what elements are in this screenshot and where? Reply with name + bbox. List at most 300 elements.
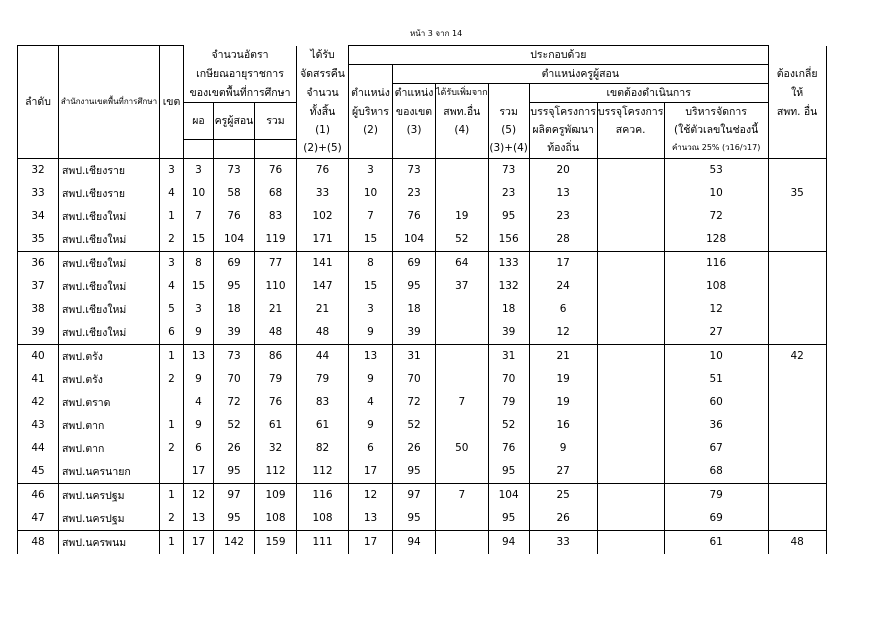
- cell-no: 33: [18, 182, 59, 205]
- cell-pos-zone: 72: [393, 391, 436, 414]
- cell-share: [768, 391, 826, 414]
- header-admin-pos-line2: ผู้บริหาร: [349, 103, 393, 122]
- cell-pos-admin: 8: [349, 251, 393, 275]
- cell-sum: 70: [488, 368, 529, 391]
- cell-share: 48: [768, 530, 826, 554]
- cell-extra: [436, 368, 489, 391]
- cell-kkk: [597, 460, 664, 484]
- header-allocated-line6: (2)+(5): [297, 139, 349, 158]
- cell-office: สพป.ตาก: [59, 414, 160, 437]
- header-office: สำนักงานเขตพื้นที่การศึกษา: [59, 46, 160, 159]
- cell-kkk: [597, 298, 664, 321]
- cell-kkk: [597, 391, 664, 414]
- cell-extra: [436, 460, 489, 484]
- cell-pos-zone: 23: [393, 182, 436, 205]
- header-total-blank: [255, 139, 297, 158]
- cell-sum: 156: [488, 228, 529, 252]
- header-local-line3: ท้องถิ่น: [529, 139, 597, 158]
- header-share-blank2: [768, 139, 826, 158]
- cell-zone: 4: [160, 275, 184, 298]
- header-quota-line3: ของเขตพื้นที่การศึกษา: [184, 84, 297, 103]
- cell-kkk: [597, 414, 664, 437]
- cell-no: 46: [18, 483, 59, 507]
- cell-alloc: 112: [297, 460, 349, 484]
- cell-admin: 3: [184, 158, 214, 182]
- cell-local: 24: [529, 275, 597, 298]
- cell-extra: [436, 298, 489, 321]
- table-row: [18, 530, 827, 554]
- cell-admin: 6: [184, 437, 214, 460]
- cell-sum: 95: [488, 507, 529, 531]
- cell-local: 19: [529, 391, 597, 414]
- cell-admin: 9: [184, 414, 214, 437]
- cell-zone: 5: [160, 298, 184, 321]
- cell-alloc: 147: [297, 275, 349, 298]
- cell-manage: 10: [664, 344, 768, 368]
- cell-share: [768, 483, 826, 507]
- cell-teacher: 52: [214, 414, 255, 437]
- cell-zone: 1: [160, 414, 184, 437]
- header-zone-pos-line3: (3): [393, 121, 436, 139]
- cell-sum: 104: [488, 483, 529, 507]
- header-quota-line2: เกษียณอายุราชการ: [184, 65, 297, 84]
- cell-alloc: 44: [297, 344, 349, 368]
- cell-admin: 12: [184, 483, 214, 507]
- cell-office: สพป.เชียงใหม่: [59, 321, 160, 345]
- cell-no: 44: [18, 437, 59, 460]
- cell-total: 108: [255, 507, 297, 531]
- cell-manage: 61: [664, 530, 768, 554]
- cell-share: [768, 414, 826, 437]
- cell-office: สพป.เชียงราย: [59, 182, 160, 205]
- cell-pos-zone: 52: [393, 414, 436, 437]
- cell-alloc: 48: [297, 321, 349, 345]
- cell-alloc: 79: [297, 368, 349, 391]
- cell-zone: [160, 391, 184, 414]
- table-row: [18, 368, 827, 391]
- cell-sum: 52: [488, 414, 529, 437]
- cell-sum: 132: [488, 275, 529, 298]
- cell-pos-admin: 12: [349, 483, 393, 507]
- table-row: [18, 298, 827, 321]
- cell-pos-admin: 10: [349, 182, 393, 205]
- cell-pos-admin: 9: [349, 414, 393, 437]
- cell-admin: 10: [184, 182, 214, 205]
- header-zone-pos-line1: ตำแหน่ง: [393, 84, 436, 103]
- cell-local: 20: [529, 158, 597, 182]
- cell-zone: 1: [160, 205, 184, 228]
- cell-pos-zone: 26: [393, 437, 436, 460]
- cell-local: 16: [529, 414, 597, 437]
- cell-alloc: 21: [297, 298, 349, 321]
- cell-extra: 50: [436, 437, 489, 460]
- cell-total: 76: [255, 158, 297, 182]
- cell-manage: 116: [664, 251, 768, 275]
- cell-manage: 67: [664, 437, 768, 460]
- cell-teacher: 58: [214, 182, 255, 205]
- cell-zone: 3: [160, 158, 184, 182]
- cell-admin: 9: [184, 368, 214, 391]
- cell-teacher: 70: [214, 368, 255, 391]
- header-zone-must: เขตต้องดำเนินการ: [529, 84, 768, 103]
- cell-share: [768, 298, 826, 321]
- cell-total: 79: [255, 368, 297, 391]
- cell-admin: 3: [184, 298, 214, 321]
- header-allocated-line5: (1): [297, 121, 349, 139]
- header-manage-line3: คำนวณ 25% (ว16/ว17): [664, 139, 768, 158]
- cell-extra: 52: [436, 228, 489, 252]
- header-zone: เขต: [160, 46, 184, 159]
- cell-pos-zone: 95: [393, 507, 436, 531]
- table-row: [18, 205, 827, 228]
- header-allocated-line4: ทั้งสิ้น: [297, 103, 349, 122]
- header-admin: ผอ: [184, 103, 214, 140]
- header-quota-line1: จำนวนอัตรา: [184, 46, 297, 65]
- cell-sum: 23: [488, 182, 529, 205]
- header-allocated-line3: จำนวน: [297, 84, 349, 103]
- cell-teacher: 76: [214, 205, 255, 228]
- cell-share: [768, 158, 826, 182]
- cell-extra: [436, 182, 489, 205]
- cell-no: 35: [18, 228, 59, 252]
- cell-total: 21: [255, 298, 297, 321]
- cell-admin: 17: [184, 530, 214, 554]
- cell-pos-zone: 31: [393, 344, 436, 368]
- cell-total: 119: [255, 228, 297, 252]
- cell-local: 17: [529, 251, 597, 275]
- cell-pos-zone: 76: [393, 205, 436, 228]
- cell-share: [768, 460, 826, 484]
- cell-manage: 12: [664, 298, 768, 321]
- cell-alloc: 171: [297, 228, 349, 252]
- header-sum-line1: รวม: [488, 103, 529, 122]
- cell-no: 47: [18, 507, 59, 531]
- cell-kkk: [597, 228, 664, 252]
- cell-kkk: [597, 368, 664, 391]
- cell-pos-admin: 9: [349, 368, 393, 391]
- header-total: รวม: [255, 103, 297, 140]
- table-row: [18, 275, 827, 298]
- cell-manage: 79: [664, 483, 768, 507]
- cell-office: สพป.เชียงใหม่: [59, 205, 160, 228]
- cell-alloc: 116: [297, 483, 349, 507]
- cell-teacher: 95: [214, 275, 255, 298]
- table-row: [18, 391, 827, 414]
- cell-pos-admin: 3: [349, 158, 393, 182]
- header-teacher-blank: [214, 139, 255, 158]
- cell-no: 48: [18, 530, 59, 554]
- cell-teacher: 104: [214, 228, 255, 252]
- cell-pos-zone: 73: [393, 158, 436, 182]
- header-admin-pos-top: [349, 65, 393, 84]
- cell-extra: [436, 507, 489, 531]
- cell-pos-zone: 104: [393, 228, 436, 252]
- cell-pos-admin: 15: [349, 228, 393, 252]
- cell-total: 76: [255, 391, 297, 414]
- cell-pos-zone: 97: [393, 483, 436, 507]
- cell-extra: [436, 321, 489, 345]
- cell-alloc: 76: [297, 158, 349, 182]
- cell-kkk: [597, 530, 664, 554]
- allocation-table: [17, 45, 827, 554]
- cell-office: สพป.นครนายก: [59, 460, 160, 484]
- cell-admin: 9: [184, 321, 214, 345]
- cell-sum: 95: [488, 460, 529, 484]
- cell-office: สพป.เชียงใหม่: [59, 251, 160, 275]
- header-share-line2: ให้: [768, 84, 826, 103]
- cell-no: 37: [18, 275, 59, 298]
- cell-local: 6: [529, 298, 597, 321]
- cell-total: 77: [255, 251, 297, 275]
- cell-alloc: 33: [297, 182, 349, 205]
- header-sum-top: [488, 84, 529, 103]
- cell-pos-zone: 39: [393, 321, 436, 345]
- cell-local: 33: [529, 530, 597, 554]
- cell-office: สพป.ตรัง: [59, 344, 160, 368]
- header-composed-of: ประกอบด้วย: [349, 46, 769, 65]
- cell-total: 68: [255, 182, 297, 205]
- cell-alloc: 111: [297, 530, 349, 554]
- header-sum-line3: (3)+(4): [488, 139, 529, 158]
- cell-kkk: [597, 437, 664, 460]
- cell-teacher: 39: [214, 321, 255, 345]
- cell-pos-zone: 95: [393, 460, 436, 484]
- cell-no: 39: [18, 321, 59, 345]
- cell-sum: 76: [488, 437, 529, 460]
- cell-pos-admin: 7: [349, 205, 393, 228]
- header-sum-line2: (5): [488, 121, 529, 139]
- header-local-line1: บรรจุโครงการ: [529, 103, 597, 122]
- cell-pos-admin: 4: [349, 391, 393, 414]
- cell-teacher: 73: [214, 158, 255, 182]
- cell-share: [768, 228, 826, 252]
- cell-total: 112: [255, 460, 297, 484]
- cell-total: 61: [255, 414, 297, 437]
- cell-sum: 95: [488, 205, 529, 228]
- cell-pos-admin: 13: [349, 507, 393, 531]
- header-share-line1: ต้องเกลี่ย: [768, 65, 826, 84]
- cell-extra: 64: [436, 251, 489, 275]
- cell-zone: 1: [160, 344, 184, 368]
- cell-office: สพป.เชียงใหม่: [59, 228, 160, 252]
- cell-pos-admin: 13: [349, 344, 393, 368]
- cell-office: สพป.เชียงใหม่: [59, 275, 160, 298]
- cell-office: สพป.ตาก: [59, 437, 160, 460]
- cell-local: 26: [529, 507, 597, 531]
- cell-manage: 10: [664, 182, 768, 205]
- cell-admin: 7: [184, 205, 214, 228]
- header-admin-pos-line3: (2): [349, 121, 393, 139]
- cell-pos-admin: 3: [349, 298, 393, 321]
- cell-kkk: [597, 251, 664, 275]
- cell-extra: 19: [436, 205, 489, 228]
- cell-kkk: [597, 483, 664, 507]
- cell-kkk: [597, 205, 664, 228]
- cell-total: 83: [255, 205, 297, 228]
- cell-extra: 7: [436, 483, 489, 507]
- cell-admin: 13: [184, 344, 214, 368]
- cell-total: 109: [255, 483, 297, 507]
- header-allocated-line2: จัดสรรคืน: [297, 65, 349, 84]
- cell-kkk: [597, 344, 664, 368]
- cell-share: [768, 437, 826, 460]
- cell-kkk: [597, 158, 664, 182]
- cell-manage: 36: [664, 414, 768, 437]
- table-row: [18, 251, 827, 275]
- cell-no: 32: [18, 158, 59, 182]
- cell-teacher: 69: [214, 251, 255, 275]
- cell-share: 35: [768, 182, 826, 205]
- cell-local: 19: [529, 368, 597, 391]
- cell-total: 110: [255, 275, 297, 298]
- cell-sum: 94: [488, 530, 529, 554]
- cell-kkk: [597, 321, 664, 345]
- cell-local: 23: [529, 205, 597, 228]
- header-kkk-blank: [597, 139, 664, 158]
- cell-local: 12: [529, 321, 597, 345]
- header-zone-pos-line2: ของเขต: [393, 103, 436, 122]
- cell-manage: 68: [664, 460, 768, 484]
- cell-zone: 3: [160, 251, 184, 275]
- cell-zone: 2: [160, 228, 184, 252]
- cell-kkk: [597, 182, 664, 205]
- cell-total: 159: [255, 530, 297, 554]
- cell-pos-admin: 17: [349, 530, 393, 554]
- cell-admin: 15: [184, 275, 214, 298]
- cell-extra: [436, 344, 489, 368]
- header-additional-line1: ได้รับเพิ่มจาก: [436, 84, 489, 103]
- cell-admin: 13: [184, 507, 214, 531]
- cell-share: [768, 368, 826, 391]
- cell-manage: 60: [664, 391, 768, 414]
- cell-sum: 39: [488, 321, 529, 345]
- cell-alloc: 141: [297, 251, 349, 275]
- header-order: ลำดับ: [18, 46, 59, 159]
- cell-alloc: 83: [297, 391, 349, 414]
- cell-teacher: 72: [214, 391, 255, 414]
- table-row: [18, 414, 827, 437]
- cell-zone: 4: [160, 182, 184, 205]
- cell-pos-admin: 15: [349, 275, 393, 298]
- cell-local: 9: [529, 437, 597, 460]
- table-row: [18, 158, 827, 182]
- cell-local: 27: [529, 460, 597, 484]
- cell-teacher: 95: [214, 460, 255, 484]
- table-row: [18, 344, 827, 368]
- cell-teacher: 18: [214, 298, 255, 321]
- header-additional-line3: (4): [436, 121, 489, 139]
- table-row: [18, 182, 827, 205]
- cell-local: 13: [529, 182, 597, 205]
- cell-extra: 7: [436, 391, 489, 414]
- cell-no: 41: [18, 368, 59, 391]
- cell-extra: 37: [436, 275, 489, 298]
- cell-share: 42: [768, 344, 826, 368]
- cell-pos-zone: 70: [393, 368, 436, 391]
- cell-admin: 8: [184, 251, 214, 275]
- cell-pos-zone: 69: [393, 251, 436, 275]
- table-row: [18, 483, 827, 507]
- cell-no: 40: [18, 344, 59, 368]
- cell-admin: 17: [184, 460, 214, 484]
- table-row: [18, 437, 827, 460]
- cell-zone: 2: [160, 507, 184, 531]
- cell-manage: 128: [664, 228, 768, 252]
- cell-pos-zone: 18: [393, 298, 436, 321]
- cell-pos-admin: 6: [349, 437, 393, 460]
- cell-sum: 31: [488, 344, 529, 368]
- cell-admin: 15: [184, 228, 214, 252]
- cell-local: 25: [529, 483, 597, 507]
- cell-extra: [436, 414, 489, 437]
- cell-total: 32: [255, 437, 297, 460]
- cell-share: [768, 507, 826, 531]
- cell-zone: 2: [160, 437, 184, 460]
- header-admin-pos-line1: ตำแหน่ง: [349, 84, 393, 103]
- cell-pos-admin: 9: [349, 321, 393, 345]
- cell-manage: 51: [664, 368, 768, 391]
- header-admin-blank: [184, 139, 214, 158]
- cell-alloc: 108: [297, 507, 349, 531]
- cell-manage: 53: [664, 158, 768, 182]
- cell-teacher: 26: [214, 437, 255, 460]
- cell-manage: 69: [664, 507, 768, 531]
- cell-alloc: 102: [297, 205, 349, 228]
- cell-alloc: 82: [297, 437, 349, 460]
- cell-zone: 2: [160, 368, 184, 391]
- cell-total: 48: [255, 321, 297, 345]
- cell-office: สพป.เชียงราย: [59, 158, 160, 182]
- cell-pos-admin: 17: [349, 460, 393, 484]
- header-local-line2: ผลิตครูพัฒนา: [529, 121, 597, 139]
- header-additional-blank: [436, 139, 489, 158]
- header-zone-pos-blank: [393, 139, 436, 158]
- cell-no: 43: [18, 414, 59, 437]
- cell-manage: 108: [664, 275, 768, 298]
- cell-share: [768, 251, 826, 275]
- cell-kkk: [597, 507, 664, 531]
- header-kkk-line1: บรรจุโครงการ: [597, 103, 664, 122]
- header-share-blank1: [768, 121, 826, 139]
- header-kkk-line2: สควค.: [597, 121, 664, 139]
- cell-local: 28: [529, 228, 597, 252]
- header-teacher-positions: ตำแหน่งครูผู้สอน: [393, 65, 769, 84]
- cell-no: 45: [18, 460, 59, 484]
- cell-extra: [436, 530, 489, 554]
- cell-office: สพป.ตราด: [59, 391, 160, 414]
- cell-no: 36: [18, 251, 59, 275]
- cell-share: [768, 205, 826, 228]
- cell-office: สพป.นครพนม: [59, 530, 160, 554]
- header-manage-line2: (ใช้ตัวเลขในช่องนี้: [664, 121, 768, 139]
- cell-no: 42: [18, 391, 59, 414]
- header-teacher: ครูผู้สอน: [214, 103, 255, 140]
- table-row: [18, 507, 827, 531]
- cell-zone: 1: [160, 530, 184, 554]
- cell-admin: 4: [184, 391, 214, 414]
- cell-sum: 133: [488, 251, 529, 275]
- cell-local: 21: [529, 344, 597, 368]
- cell-teacher: 142: [214, 530, 255, 554]
- cell-office: สพป.เชียงใหม่: [59, 298, 160, 321]
- cell-teacher: 73: [214, 344, 255, 368]
- cell-office: สพป.นครปฐม: [59, 507, 160, 531]
- cell-share: [768, 275, 826, 298]
- header-manage-line1: บริหารจัดการ: [664, 103, 768, 122]
- header-share-line3: สพท. อื่น: [768, 103, 826, 122]
- cell-total: 86: [255, 344, 297, 368]
- page-number: หน้า 3 จาก 14: [410, 29, 463, 38]
